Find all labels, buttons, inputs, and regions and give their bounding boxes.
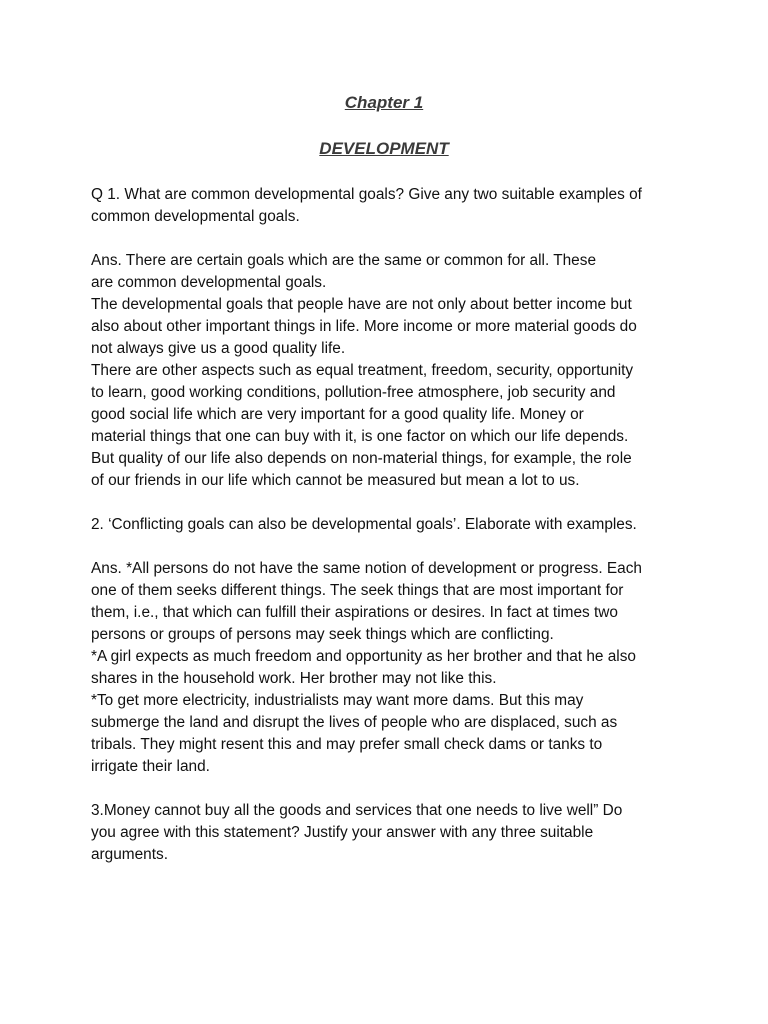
q2-question [91,514,681,536]
text-line: arguments. [91,846,168,863]
q3-question [91,800,681,866]
text-line: not always give us a good quality life. [91,340,346,357]
text-line: you agree with this statement? Justify your answer with any three suitable [91,824,594,841]
q2-answer-paragraph-1 [91,558,681,646]
text-line: them, i.e., that which can fulfill their aspirations or desires. In fact at times two [91,604,618,621]
text-line: The developmental goals that people have are not only about better income but [91,296,632,313]
text-line: There are other aspects such as equal treatment, freedom, security, opportunity [91,362,634,379]
text-line: 3.Money cannot buy all the goods and services that one needs to live well” Do [91,802,623,819]
text-line: 2. ‘Conflicting goals can also be developmental goals’. Elaborate with examples. [91,516,637,533]
text-line: Q 1. What are common developmental goals? Give any two suitable examples of [91,186,642,203]
text-line: *A girl expects as much freedom and opportunity as her brother and that he also [91,648,636,665]
text-line: irrigate their land. [91,758,210,775]
document-body [91,184,681,866]
text-line: Ans. There are certain goals which are the same or common for all. These [91,252,596,269]
text-line: tribals. They might resent this and may prefer small check dams or tanks to [91,736,603,753]
text-line: one of them seeks different things. The seek things that are most important for [91,582,624,599]
text-line: common developmental goals. [91,208,300,225]
chapter-heading: Chapter 1 [344,93,424,112]
text-line: good social life which are very important for a good quality life. Money or [91,406,584,423]
text-line: to learn, good working conditions, pollution-free atmosphere, job security and [91,384,616,401]
text-line: also about other important things in life. More income or more material goods do [91,318,637,335]
text-line: material things that one can buy with it, is one factor on which our life depends. [91,428,629,445]
q1-answer-intro [91,250,681,294]
q2-answer-paragraph-3 [91,690,681,778]
q1-answer-paragraph-2 [91,294,681,360]
section-heading: DEVELOPMENT [319,139,449,158]
text-line: persons or groups of persons may seek things which are conflicting. [91,626,554,643]
text-line: But quality of our life also depends on non-material things, for example, the role [91,450,632,467]
text-line: Ans. *All persons do not have the same notion of development or progress. Each [91,560,642,577]
q2-answer-paragraph-2 [91,646,681,690]
text-line: shares in the household work. Her brother may not like this. [91,670,497,687]
q1-question [91,184,681,228]
q1-answer-paragraph-3 [91,360,681,492]
text-line: are common developmental goals. [91,274,327,291]
text-line: submerge the land and disrupt the lives of people who are displaced, such as [91,714,618,731]
text-line: *To get more electricity, industrialists may want more dams. But this may [91,692,584,709]
text-line: of our friends in our life which cannot be measured but mean a lot to us. [91,472,580,489]
